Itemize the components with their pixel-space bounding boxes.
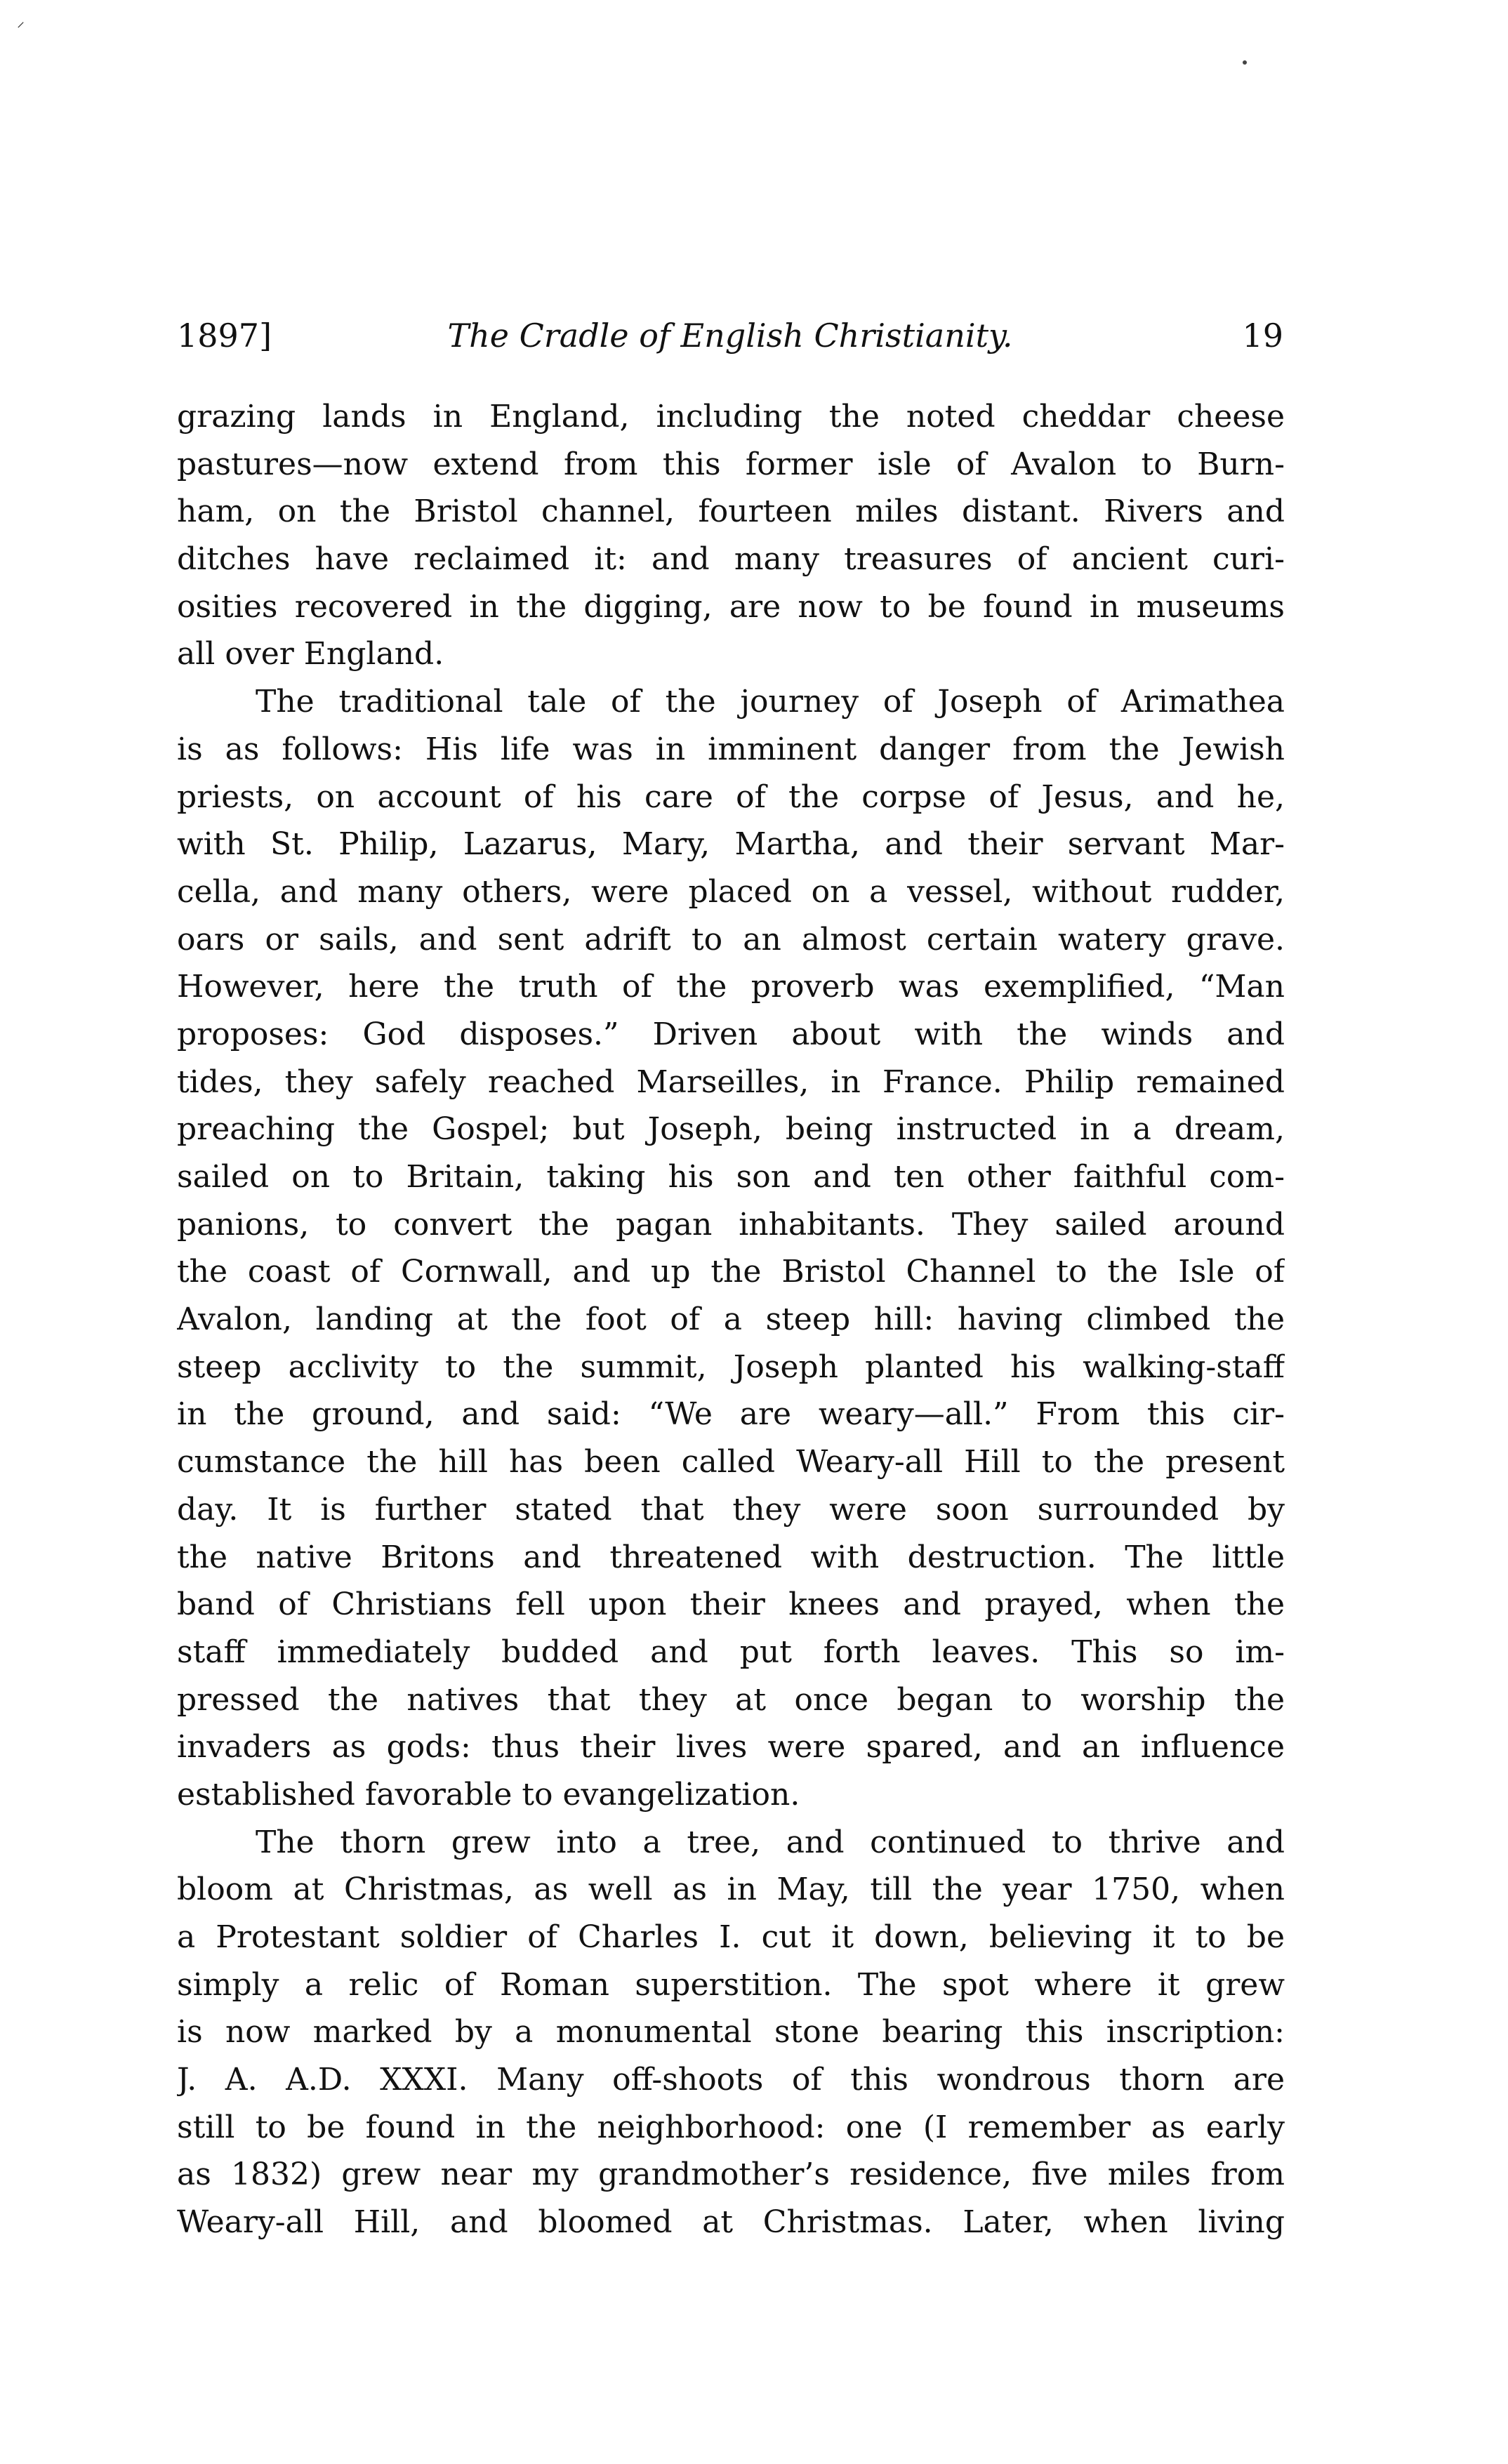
text-line: invaders as gods: thus their lives were spared, and an influence bbox=[177, 1729, 1285, 1766]
text-line: in the ground, and said: “We are weary—all.” From this cir- bbox=[177, 1396, 1285, 1433]
text-line: The traditional tale of the journey of Joseph of Arimathea bbox=[256, 684, 1285, 720]
text-line: grazing lands in England, including the noted cheddar cheese bbox=[177, 399, 1285, 435]
text-line: a Protestant soldier of Charles I. cut it down, believing it to be bbox=[177, 1919, 1285, 1955]
text-line: pressed the natives that they at once began to worship the bbox=[177, 1681, 1285, 1718]
text-line: tides, they safely reached Marseilles, in France. Philip remained bbox=[177, 1064, 1285, 1100]
text-line: J. A. A.D. XXXI. Many off-shoots of this wondrous thorn are bbox=[177, 2062, 1285, 2098]
text-line: osities recovered in the digging, are now to be found in museums bbox=[177, 588, 1285, 625]
text-line: preaching the Gospel; but Joseph, being instructed in a dream, bbox=[177, 1111, 1285, 1148]
text-line: with St. Philip, Lazarus, Mary, Martha, and their servant Mar- bbox=[177, 826, 1285, 863]
text-line: However, here the truth of the proverb was exemplified, “Man bbox=[177, 969, 1285, 1005]
text-line: ham, on the Bristol channel, fourteen miles distant. Rivers and bbox=[177, 494, 1285, 530]
page-number: 19 bbox=[1242, 317, 1283, 355]
text-line: priests, on account of his care of the corpse of Jesus, and he, bbox=[177, 779, 1285, 815]
text-line: the coast of Cornwall, and up the Bristol Channel to the Isle of bbox=[177, 1254, 1285, 1290]
scan-speck bbox=[1243, 60, 1247, 65]
running-head-title: The Cradle of English Christianity. bbox=[447, 317, 1013, 355]
text-line: pastures—now extend from this former isle of Avalon to Burn- bbox=[177, 446, 1285, 482]
running-head bbox=[177, 314, 1283, 357]
text-line: ditches have reclaimed it: and many treasures of ancient curi- bbox=[177, 541, 1285, 578]
text-line: The thorn grew into a tree, and continued to thrive and bbox=[256, 1824, 1285, 1860]
text-line: bloom at Christmas, as well as in May, till the year 1750, when bbox=[177, 1872, 1285, 1908]
text-line: band of Christians fell upon their knees and prayed, when the bbox=[177, 1587, 1285, 1623]
text-line: still to be found in the neighborhood: one (I remember as early bbox=[177, 2109, 1285, 2145]
text-line: Avalon, landing at the foot of a steep hill: having climbed the bbox=[177, 1301, 1285, 1338]
text-line: simply a relic of Roman superstition. The spot where it grew bbox=[177, 1966, 1285, 2003]
text-line: cella, and many others, were placed on a vessel, without rudder, bbox=[177, 873, 1285, 910]
text-line: oars or sails, and sent adrift to an almost certain watery grave. bbox=[177, 921, 1285, 958]
text-line: Weary-all Hill, and bloomed at Christmas. Later, when living bbox=[177, 2204, 1285, 2241]
text-line: cumstance the hill has been called Weary-all Hill to the present bbox=[177, 1444, 1285, 1481]
text-line: established favorable to evangelization. bbox=[177, 1776, 800, 1813]
text-line: staff immediately budded and put forth leaves. This so im- bbox=[177, 1634, 1285, 1670]
text-line: the native Britons and threatened with destruction. The little bbox=[177, 1539, 1285, 1575]
text-line: sailed on to Britain, taking his son and ten other faithful com- bbox=[177, 1159, 1285, 1195]
running-head-year: 1897] bbox=[177, 317, 272, 355]
text-line: as 1832) grew near my grandmother’s residence, five miles from bbox=[177, 2157, 1285, 2193]
text-line: steep acclivity to the summit, Joseph planted his walking-staff bbox=[177, 1349, 1285, 1385]
text-line: all over England. bbox=[177, 636, 444, 673]
text-line: panions, to convert the pagan inhabitants. They sailed around bbox=[177, 1206, 1285, 1243]
body-text bbox=[177, 393, 1285, 2246]
text-line: day. It is further stated that they were soon surrounded by bbox=[177, 1491, 1285, 1528]
text-line: is now marked by a monumental stone bearing this inscription: bbox=[177, 2014, 1285, 2051]
text-line: is as follows: His life was in imminent danger from the Jewish bbox=[177, 731, 1285, 767]
corner-scan-mark: ⸍ bbox=[17, 20, 25, 37]
text-line: proposes: God disposes.” Driven about with the winds and bbox=[177, 1016, 1285, 1052]
